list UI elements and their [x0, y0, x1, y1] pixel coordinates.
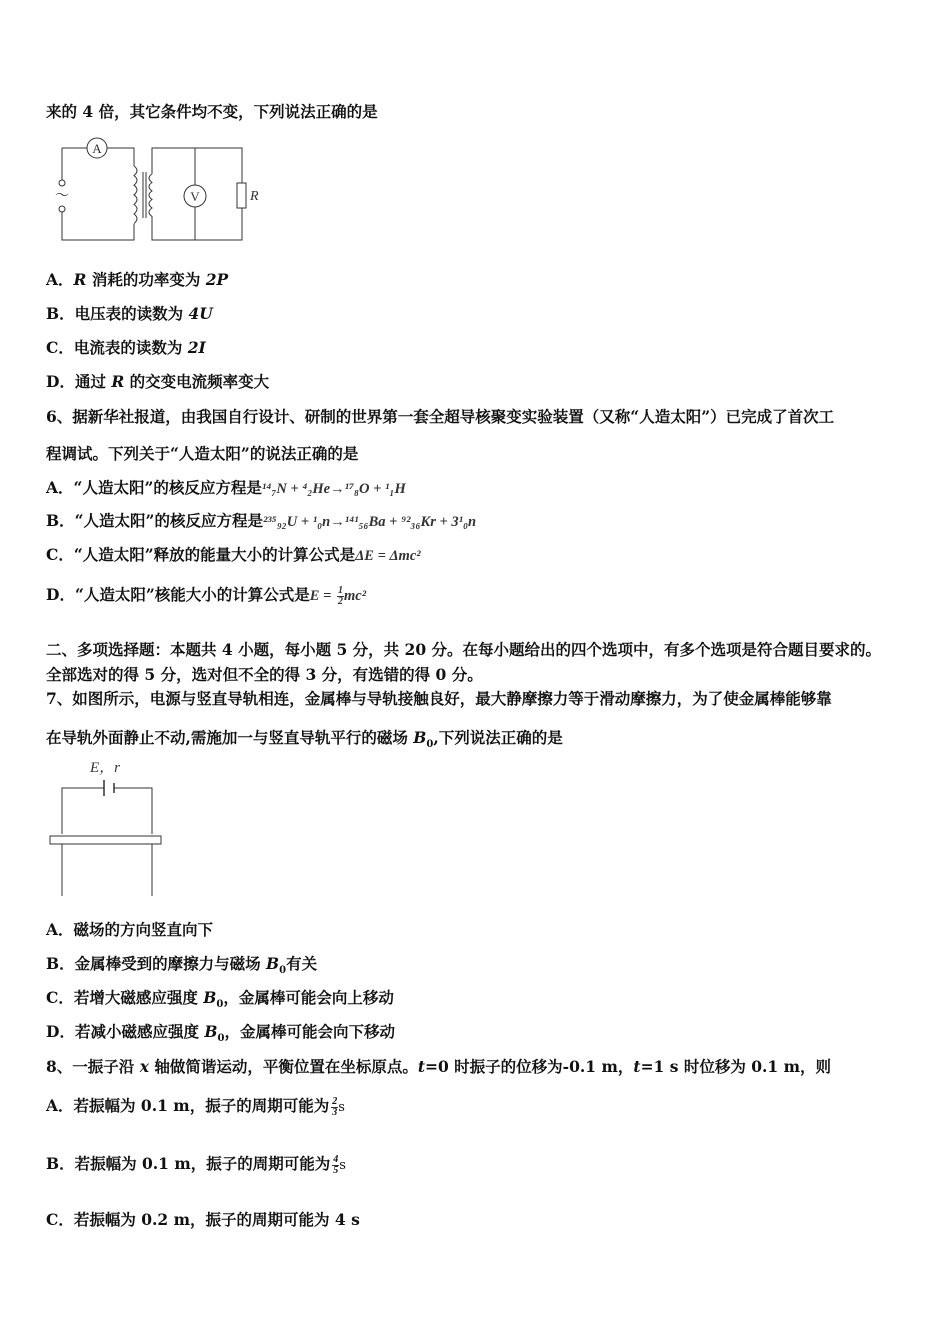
q5-circuit-figure [52, 136, 272, 246]
source-terminal-top [59, 180, 65, 186]
q5-stem-end: 来的 4 倍，其它条件均不变，下列说法正确的是 [46, 102, 378, 121]
period-fraction-b: $\frac{4}{5}$ [333, 1153, 339, 1176]
voltmeter-label: V [190, 189, 200, 204]
q5-option-d: D．通过 R 的交变电流频率变大 [46, 372, 270, 391]
metal-rod [50, 836, 161, 844]
q8-option-c: C．若振幅为 0.2 m，振子的周期可能为 4 s [46, 1210, 360, 1229]
primary-coil [134, 166, 137, 224]
q6-stem-line2: 程调试。下列关于“人造太阳”的说法正确的是 [46, 444, 359, 463]
battery-label: E，r [90, 760, 121, 776]
q6-stem-line1: 6、据新华社报道，由我国自行设计、研制的世界第一套全超导核聚变实验装置（又称“人造太阳”）已完成了首次工 [46, 407, 835, 426]
secondary-coil [149, 174, 152, 217]
period-fraction-a: $\frac{2}{3}$ [332, 1095, 338, 1118]
q7-stem-line2: 在导轨外面静止不动,需施加一与竖直导轨平行的磁场 $B_0$,下列说法正确的是 [46, 728, 563, 751]
q6-option-d: D．“人造太阳”核能大小的计算公式是E = $\frac{1}{2}$ mc² [46, 585, 367, 608]
nuclear-equation-b: ²³⁵₉₂U + ¹₀n→¹⁴¹₅₆Ba + ⁹²₃₆Kr + 3¹₀n [262, 514, 477, 530]
q7-option-c: C．若增大磁感应强度 $B_0$，金属棒可能会向上移动 [46, 988, 394, 1011]
fraction-one-half: $\frac{1}{2}$ [337, 585, 343, 608]
nuclear-equation-a: ¹⁴₇N + ⁴₂He→¹⁷₈O + ¹₁H [261, 481, 406, 497]
ammeter-label: A [92, 141, 102, 156]
q7-stem-line1: 7、如图所示，电源与竖直导轨相连，金属棒与导轨接触良好，最大静摩擦力等于滑动摩擦力，为了使金属棒能够靠 [46, 689, 832, 708]
q5-option-b: B．电压表的读数为 4U [46, 304, 213, 323]
q8-stem: 8、一振子沿 x 轴做简谐运动，平衡位置在坐标原点。t=0 时振子的位移为-0.1 m，t=1 s 时位移为 0.1 m，则 [46, 1057, 832, 1076]
q6-option-b: B．“人造太阳”的核反应方程是²³⁵₉₂U + ¹₀n→¹⁴¹₅₆Ba + ⁹²₃₆Kr + 3¹₀n [46, 511, 477, 530]
q7-option-d: D．若减小磁感应强度 $B_0$，金属棒可能会向下移动 [46, 1022, 395, 1045]
energy-formula-d: E = $\frac{1}{2}$ mc² [309, 585, 367, 608]
q7-option-b: B．金属棒受到的摩擦力与磁场 $B_0$有关 [46, 954, 318, 977]
resistor [237, 183, 246, 208]
q8-option-b: B．若振幅为 0.1 m，振子的周期可能为 $\frac{4}{5}$ s [46, 1153, 346, 1176]
q7-option-a: A．磁场的方向竖直向下 [46, 920, 214, 939]
ammeter [87, 138, 107, 158]
resistor-label: R [250, 189, 259, 204]
section2-line1: 二、多项选择题：本题共 4 小题，每小题 5 分，共 20 分。在每小题给出的四个选项中，有多个选项是符合题目要求的。 [46, 640, 882, 659]
ac-source-symbol: ～ [55, 189, 69, 204]
q8-option-a: A．若振幅为 0.1 m，振子的周期可能为 $\frac{2}{3}$ s [46, 1095, 345, 1118]
source-terminal-bottom [59, 206, 65, 212]
energy-formula-c: ΔE = Δmc² [355, 548, 421, 564]
battery-symbol [104, 780, 114, 796]
section2-line2: 全部选对的得 5 分，选对但不全的得 3 分，有选错的得 0 分。 [46, 665, 483, 684]
q6-option-c: C．“人造太阳”释放的能量大小的计算公式是ΔE = Δmc² [46, 545, 421, 564]
q5-option-c: C．电流表的读数为 2I [46, 338, 206, 357]
q6-option-a: A．“人造太阳”的核反应方程是¹⁴₇N + ⁴₂He→¹⁷₈O + ¹₁H [46, 478, 406, 497]
q5-option-a: A．R 消耗的功率变为 2P [46, 270, 229, 289]
voltmeter [184, 185, 206, 207]
q7-rail-figure [48, 756, 168, 898]
